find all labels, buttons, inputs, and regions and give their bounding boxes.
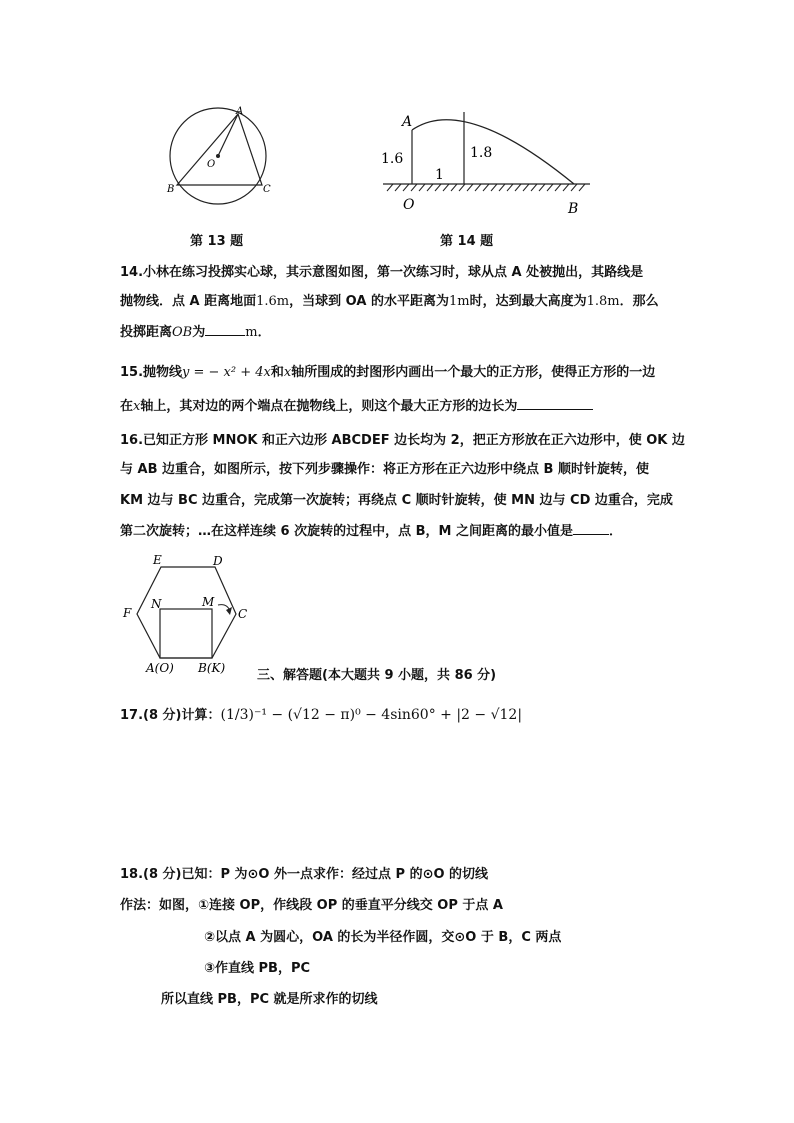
- q14-line3-a: 投掷距离: [120, 325, 173, 340]
- q17-line: [120, 704, 522, 723]
- fig13-caption: 第 13 题: [190, 234, 244, 249]
- fig13-label-a: A: [236, 106, 244, 117]
- q15-line1: [120, 361, 655, 380]
- q15-formula: y = − x² + 4x: [182, 365, 271, 380]
- figure-13: [160, 100, 290, 220]
- q14-line3-b: 为: [192, 325, 206, 340]
- q18-line4: ③作直线 PB，PC: [204, 961, 311, 976]
- figure-14: [375, 105, 595, 220]
- q14-line2-c: 时，达到最大高度为: [469, 294, 587, 309]
- fig14-label-h1: 1.6: [381, 151, 404, 167]
- q14-unit: m: [245, 325, 258, 340]
- fig13-label-b: B: [167, 184, 175, 195]
- q14-ob: OB: [172, 325, 193, 340]
- q15-mid: 和: [270, 365, 284, 380]
- fig14-label-a: A: [402, 114, 413, 130]
- q16-line2: 与 AB 边重合，如图所示，按下列步骤操作：将正方形在正六边形中绕点 B 顺时针旋转，使: [120, 462, 649, 477]
- q15-x: x: [283, 365, 292, 380]
- fig16-label-a: A(O): [146, 661, 174, 675]
- q14-line2: [120, 290, 659, 309]
- q14-line1: 14.小林在练习投掷实心球，其示意图如图，第一次练习时，球从点 A 处被抛出，其路线是: [120, 265, 644, 280]
- q16-end: ．: [609, 524, 623, 539]
- fig14-label-h2: 1.8: [470, 145, 493, 161]
- q17-prefix: 17.(8 分)计算：: [120, 708, 221, 723]
- fig13-label-o: O: [207, 159, 216, 170]
- fig16-label-e: E: [153, 553, 162, 567]
- q16-line1: 16.已知正方形 MNOK 和正六边形 ABCDEF 边长均为 2，把正方形放在正六边形中，使 OK 边: [120, 433, 685, 448]
- q14-line2-d: ．那么: [619, 294, 659, 309]
- q14-line2-a: 抛物线．点 A 距离地面: [120, 294, 257, 309]
- q15-line2-b: 轴上，其对边的两个端点在抛物线上，则这个最大正方形的边长为: [140, 399, 518, 414]
- q15-x2: x: [133, 399, 141, 414]
- fig14-caption: 第 14 题: [440, 234, 494, 249]
- q15-answer-blank[interactable]: [517, 397, 593, 410]
- q15-prefix: 15.抛物线: [120, 365, 183, 380]
- q18-line5: 所以直线 PB，PC 就是所求作的切线: [161, 992, 378, 1007]
- fig16-label-f: F: [123, 606, 132, 620]
- q14-answer-blank[interactable]: [205, 323, 245, 336]
- q16-line4-text: 第二次旋转；…在这样连续 6 次旋转的过程中，点 B，M 之间距离的最小值是: [120, 524, 573, 539]
- figure-16: [120, 553, 260, 675]
- fig14-label-b: B: [568, 201, 579, 217]
- q18-line1: 18.(8 分)已知：P 为⊙O 外一点求作：经过点 P 的⊙O 的切线: [120, 867, 489, 882]
- q14-line3-end: ．: [257, 325, 271, 340]
- q14-val-18: 1.8m: [586, 294, 620, 309]
- fig14-label-d: 1: [435, 167, 444, 183]
- q15-line2-a: 在: [120, 399, 134, 414]
- section-3-heading: 三、解答题(本大题共 9 小题，共 86 分): [257, 668, 497, 683]
- q15-line2: [120, 395, 593, 414]
- q14-line2-b: ，当球到 OA 的水平距离为: [289, 294, 449, 309]
- q17-formula: (1/3)⁻¹ − (√12 − π)⁰ − 4sin60° + |2 − √12|: [220, 707, 523, 723]
- fig16-label-d: D: [213, 554, 223, 568]
- fig14-label-o: O: [403, 197, 415, 213]
- fig16-label-b: B(K): [198, 661, 226, 675]
- q14-val-1: 1m: [448, 294, 470, 309]
- q15-rest: 轴所围成的封图形内画出一个最大的正方形，使得正方形的一边: [291, 365, 656, 380]
- q16-line4: [120, 520, 622, 539]
- fig16-label-n: N: [151, 597, 162, 611]
- q14-line3: [120, 321, 271, 340]
- q18-line2: 作法：如图，①连接 OP，作线段 OP 的垂直平分线交 OP 于点 A: [120, 898, 503, 913]
- q16-line3: KM 边与 BC 边重合，完成第一次旋转；再绕点 C 顺时针旋转，使 MN 边与 CD 边重合，完成: [120, 493, 673, 508]
- fig16-label-c: C: [238, 607, 248, 621]
- q16-answer-blank[interactable]: [573, 522, 609, 535]
- fig16-label-m: M: [202, 595, 215, 609]
- fig13-label-c: C: [263, 184, 271, 195]
- q14-val-16: 1.6m: [256, 294, 290, 309]
- q18-line3: ②以点 A 为圆心，OA 的长为半径作圆，交⊙O 于 B，C 两点: [204, 930, 562, 945]
